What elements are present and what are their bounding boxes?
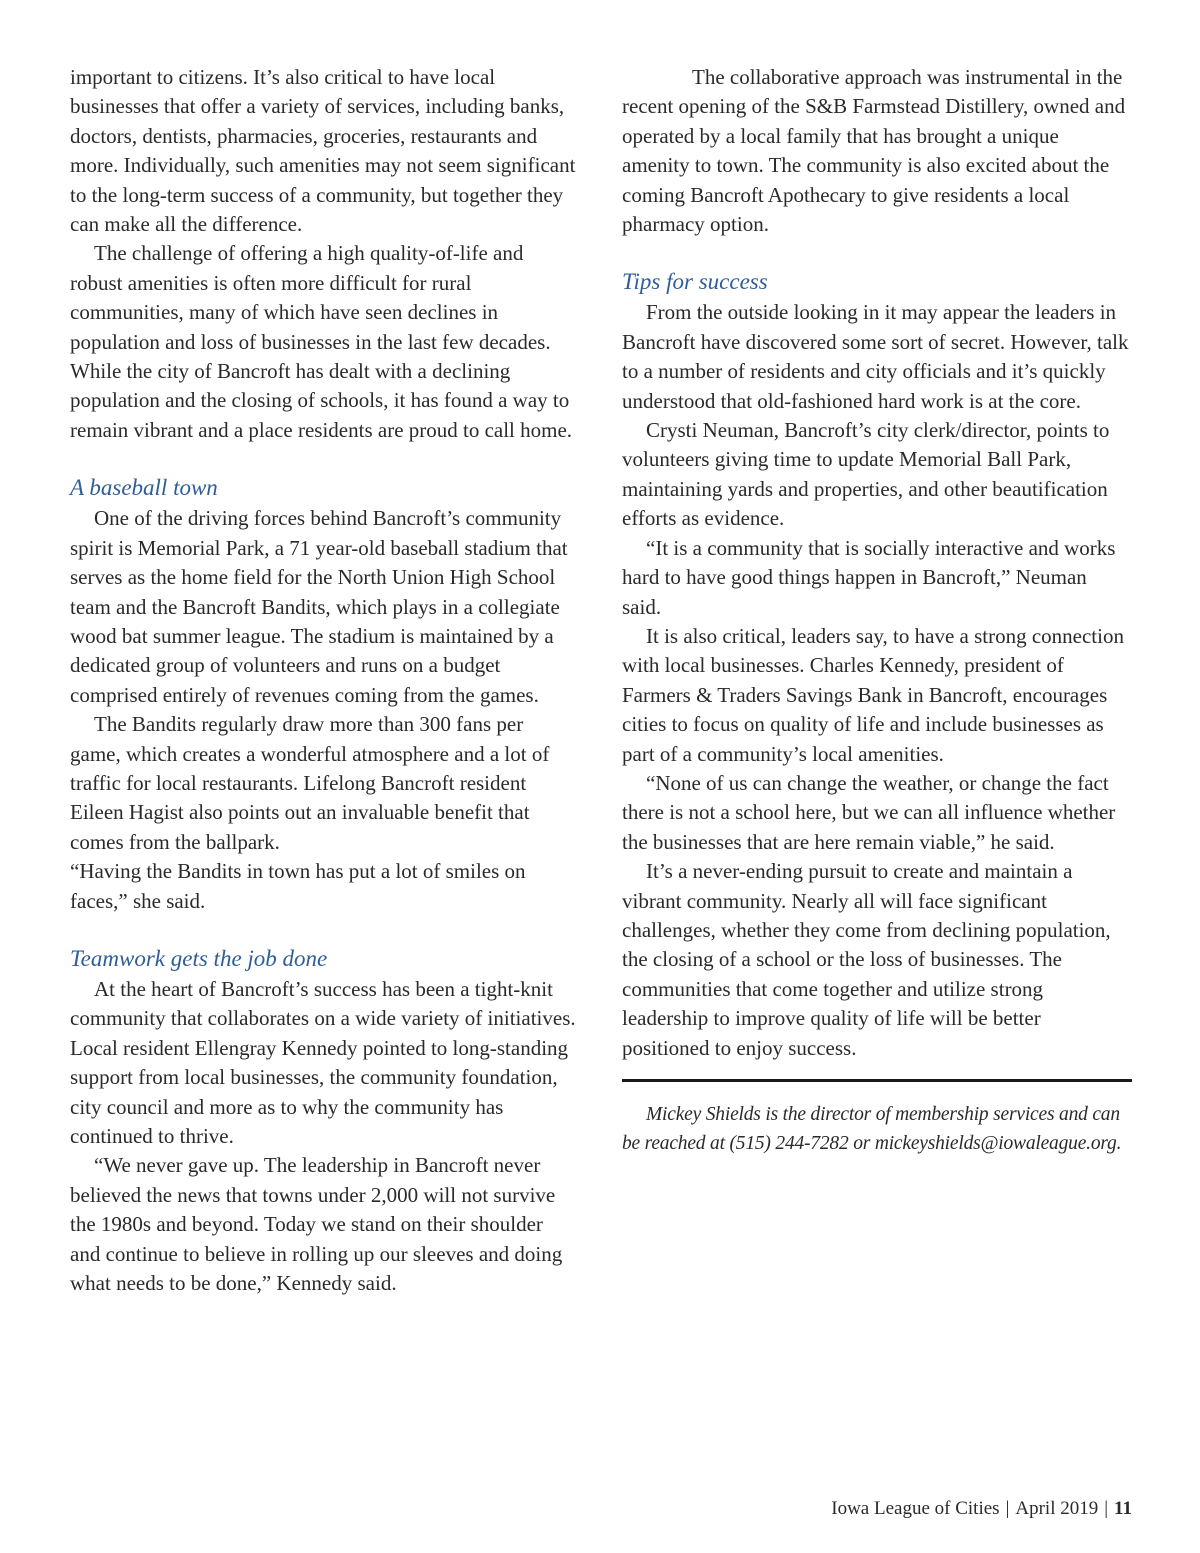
section-heading-baseball: A baseball town: [70, 475, 218, 501]
section-heading-tips: Tips for success: [622, 269, 768, 295]
page-footer: [831, 1498, 1132, 1520]
body-paragraph: Crysti Neuman, Bancroft’s city clerk/director, points to volunteers giving time to update Memorial Ball Park, maintaining yards and properties, and other beautification efforts as evidence.: [622, 418, 1110, 531]
body-paragraph: “Having the Bandits in town has put a lot of smiles on faces,” she said.: [70, 859, 526, 913]
body-paragraph: “It is a community that is socially interactive and works hard to have good things happen in Bancroft,” Neuman said.: [622, 535, 1116, 619]
body-paragraph: The challenge of offering a high quality-of-life and robust amenities is often more difficult for rural communities, many of which have seen declines in population and loss of businesses in the last few decades. While the city of Bancroft has dealt with a declining population and the closing of schools, it has found a way to remain vibrant and a place residents are proud to call home.: [70, 241, 573, 442]
body-paragraph: The collaborative approach was instrumental in the recent opening of the S&B Farmstead Distillery, owned and operated by a local family that has brought a unique amenity to town. The community is also excited about the coming Bancroft Apothecary to give residents a local pharmacy option.: [622, 65, 1126, 237]
body-paragraph: “None of us can change the weather, or change the fact there is not a school here, but we can all influence whether the businesses that are here remain viable,” he said.: [622, 770, 1116, 854]
author-bio: Mickey Shields is the director of membership services and can be reached at (515) 244-7282 or mickeyshields@iowaleague.org.: [622, 1104, 1122, 1154]
section-heading-teamwork: Teamwork gets the job done: [70, 945, 328, 971]
divider-rule: [622, 1079, 1132, 1082]
body-paragraph: important to citizens. It’s also critical to have local businesses that offer a variety of services, including banks, doctors, dentists, pharmacies, groceries, restaurants and more. Individually, such amenities may not seem significant to the long-term success of a community, but together they can make all the difference.: [70, 65, 576, 237]
left-column: [70, 63, 578, 1298]
right-column: [622, 63, 1130, 1158]
body-paragraph: It is also critical, leaders say, to have a strong connection with local businesses. Charles Kennedy, president of Farmers & Traders Savings Bank in Bancroft, encourages cities to focus on quality of life and include businesses as part of a community’s local amenities.: [622, 623, 1124, 766]
footer-publication: Iowa League of Cities: [831, 1498, 1000, 1519]
footer-separator: |: [1104, 1498, 1109, 1519]
body-paragraph: It’s a never-ending pursuit to create and maintain a vibrant community. Nearly all will face significant challenges, whether they come from declining population, the closing of a school or the loss of businesses. The communities that come together and utilize strong leadership to improve quality of life will be better positioned to enjoy success.: [622, 859, 1111, 1060]
body-paragraph: At the heart of Bancroft’s success has been a tight-knit community that collaborates on a wide variety of initiatives. Local resident Ellengray Kennedy pointed to long-standing support from local businesses, the community foundation, city council and more as to why the community has continued to thrive.: [70, 976, 576, 1148]
body-paragraph: From the outside looking in it may appear the leaders in Bancroft have discovered some sort of secret. However, talk to a number of residents and city officials and it’s quickly understood that old-fashioned hard work is at the core.: [622, 300, 1129, 413]
page-number: 11: [1114, 1498, 1132, 1519]
body-paragraph: One of the driving forces behind Bancroft’s community spirit is Memorial Park, a 71 year-old baseball stadium that serves as the home field for the North Union High School team and the Bancroft Bandits, which plays in a collegiate wood bat summer league. The stadium is maintained by a dedicated group of volunteers and runs on a budget comprised entirely of revenues coming from the games.: [70, 506, 568, 707]
body-paragraph: “We never gave up. The leadership in Bancroft never believed the news that towns under 2,000 will not survive the 1980s and beyond. Today we stand on their shoulder and continue to believe in rolling up our sleeves and doing what needs to be done,” Kennedy said.: [70, 1153, 563, 1296]
footer-date: April 2019: [1015, 1498, 1099, 1519]
body-paragraph: The Bandits regularly draw more than 300 fans per game, which creates a wonderful atmosphere and a lot of traffic for local restaurants. Lifelong Bancroft resident Eileen Hagist also points out an invaluable benefit that comes from the ballpark.: [70, 712, 550, 854]
footer-separator: |: [1005, 1498, 1010, 1519]
